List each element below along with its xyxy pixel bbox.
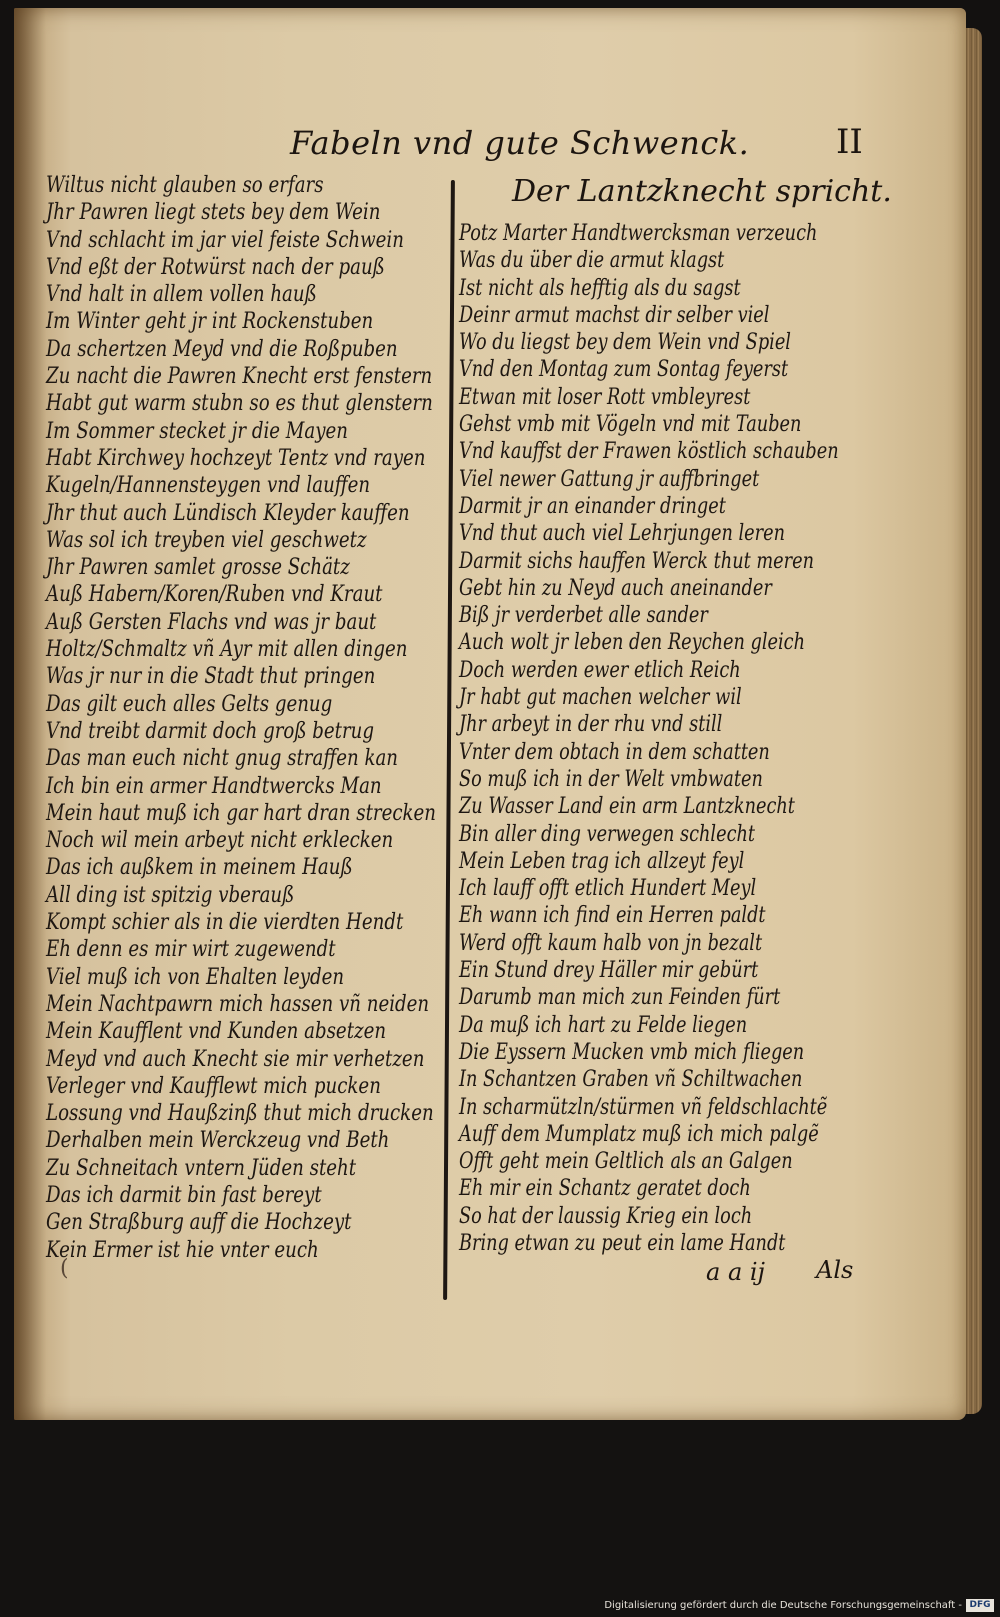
verse-line: Wiltus nicht glauben so erfars xyxy=(46,173,324,198)
stray-mark: ( xyxy=(60,1256,69,1281)
verse-line: Das ich außkem in meinem Hauß xyxy=(46,855,353,881)
verse-line: Darmit jr an einander dringet xyxy=(459,493,726,519)
verse-line: Noch wil mein arbeyt nicht erklecken xyxy=(46,828,394,854)
verse-line: Im Winter geht jr int Rockenstuben xyxy=(46,309,374,335)
verse-line: Vnd eßt der Rotwürst nach der pauß xyxy=(46,254,385,280)
verse-line: Eh wann ich find ein Herren paldt xyxy=(459,903,766,929)
verse-line: Vnd den Montag zum Sontag feyerst xyxy=(459,357,789,383)
verse-line: Darmit sichs hauffen Werck thut meren xyxy=(459,548,814,574)
signature-mark: a a ij xyxy=(706,1258,765,1286)
left-verse-column xyxy=(46,172,518,1264)
verse-line: Da muß ich hart zu Felde liegen xyxy=(459,1012,748,1038)
verse-line: Jhr thut auch Lündisch Kleyder kauffen xyxy=(46,500,410,526)
verse-line: Was sol ich treyben viel geschwetz xyxy=(46,527,367,553)
verse-line: Gehst vmb mit Vögeln vnd mit Tauben xyxy=(459,412,802,438)
verse-line: Vnter dem obtach in dem schatten xyxy=(459,739,770,765)
verse-line: Werd offt kaum halb von jn bezalt xyxy=(459,930,763,956)
verse-line: So hat der laussig Krieg ein loch xyxy=(459,1203,753,1229)
verse-line: Das ich darmit bin fast bereyt xyxy=(46,1182,322,1208)
verse-line: Jhr Pawren liegt stets bey dem Wein xyxy=(46,200,381,226)
page-gutter-shadow xyxy=(14,8,46,1420)
verse-line: Das man euch nicht gnug straffen kan xyxy=(46,746,399,772)
verse-line: All ding ist spitzig vberauß xyxy=(46,882,295,908)
verse-line: Vnd schlacht im jar viel feiste Schwein xyxy=(46,227,404,253)
verse-line: Biß jr verderbet alle sander xyxy=(459,603,708,629)
verse-line: Lossung vnd Haußzinß thut mich drucken xyxy=(46,1101,434,1127)
verse-line: Mein Kaufflent vnd Kunden absetzen xyxy=(46,1019,387,1045)
verse-line: Jhr arbeyt in der rhu vnd still xyxy=(459,712,723,738)
folio-number: II xyxy=(836,122,863,162)
verse-line: In Schantzen Graben vñ Schiltwachen xyxy=(459,1067,803,1093)
verse-line: Gebt hin zu Neyd auch aneinander xyxy=(459,575,772,601)
verse-line: Auß Habern/Koren/Ruben vnd Kraut xyxy=(46,582,383,608)
verse-line: Ich bin ein armer Handtwercks Man xyxy=(46,773,382,799)
verse-line: Auß Gersten Flachs vnd was jr baut xyxy=(46,609,377,635)
verse-line: Was du über die armut klagst xyxy=(459,248,725,274)
verse-line: So muß ich in der Welt vmbwaten xyxy=(459,766,763,792)
verse-line: Zu Schneitach vntern Jüden steht xyxy=(46,1155,357,1181)
verse-line: Zu nacht die Pawren Knecht erst fenstern xyxy=(46,364,433,390)
digitization-note: Digitalisierung gefördert durch die Deutsche Forschungsgemeinschaft - xyxy=(604,1600,962,1611)
verse-line: Jr habt gut machen welcher wil xyxy=(459,685,742,711)
verse-line: Derhalben mein Werckzeug vnd Beth xyxy=(46,1128,390,1154)
verse-line: Das gilt euch alles Gelts genug xyxy=(46,691,333,717)
verse-line: Gen Straßburg auff die Hochzeyt xyxy=(46,1210,352,1236)
verse-line: Eh denn es mir wirt zugewendt xyxy=(46,937,336,963)
verse-line: Verleger vnd Kaufflewt mich pucken xyxy=(46,1073,381,1099)
verse-line: Viel muß ich von Ehalten leyden xyxy=(46,964,345,990)
verse-line: Wo du liegst bey dem Wein vnd Spiel xyxy=(459,330,791,356)
right-verse-column xyxy=(459,220,931,1257)
verse-line: Die Eyssern Mucken vmb mich fliegen xyxy=(459,1039,805,1065)
verse-line: Da schertzen Meyd vnd die Roßpuben xyxy=(46,336,398,362)
verse-line: Jhr Pawren samlet grosse Schätz xyxy=(46,555,350,581)
dfg-logo: DFG xyxy=(966,1599,994,1612)
verse-line: Kugeln/Hannensteygen vnd lauffen xyxy=(46,473,371,499)
verse-line: Offt geht mein Geltlich als an Galgen xyxy=(459,1149,793,1175)
verse-line: Im Sommer stecket jr die Mayen xyxy=(46,418,349,444)
verse-line: Ich lauff offt etlich Hundert Meyl xyxy=(459,876,757,902)
catchword: Als xyxy=(816,1256,854,1284)
verse-line: Bring etwan zu peut ein lame Handt xyxy=(459,1230,786,1256)
verse-line: Eh mir ein Schantz geratet doch xyxy=(459,1176,751,1202)
verse-line: Habt gut warm stubn so es thut glenstern xyxy=(46,391,433,417)
verse-line: Deinr armut machst dir selber viel xyxy=(459,302,770,328)
verse-line: Vnd halt in allem vollen hauß xyxy=(46,282,317,308)
verse-line: Auch wolt jr leben den Reychen gleich xyxy=(459,630,805,656)
verse-line: Mein Nachtpawrn mich hassen vñ neiden xyxy=(46,991,430,1017)
verse-line: Mein Leben trag ich allzeyt feyl xyxy=(459,848,745,874)
verse-line: Zu Wasser Land ein arm Lantzknecht xyxy=(459,794,795,820)
verse-line: Kein Ermer ist hie vnter euch xyxy=(46,1237,319,1263)
verse-line: Potz Marter Handtwercksman verzeuch xyxy=(459,221,818,246)
verse-line: Ein Stund drey Häller mir gebürt xyxy=(459,958,759,984)
scan-background xyxy=(0,1420,1000,1617)
verse-line: Holtz/Schmaltz vñ Ayr mit allen dingen xyxy=(46,637,408,663)
verse-line: Doch werden ewer etlich Reich xyxy=(459,657,741,683)
verse-line: Meyd vnd auch Knecht sie mir verhetzen xyxy=(46,1046,425,1072)
verse-line: Ist nicht als hefftig als du sagst xyxy=(459,275,741,301)
verse-line: Mein haut muß ich gar hart dran strecken xyxy=(46,800,437,826)
verse-line: Kompt schier als in die vierdten Hendt xyxy=(46,910,404,936)
verse-line: Etwan mit loser Rott vmbleyrest xyxy=(459,384,751,410)
verse-line: Vnd thut auch viel Lehrjungen leren xyxy=(459,521,786,547)
verse-line: Auff dem Mumplatz muß ich mich palgẽ xyxy=(459,1121,819,1147)
verse-line: Habt Kirchwey hochzeyt Tentz vnd rayen xyxy=(46,445,426,471)
verse-line: In scharmützln/stürmen vñ feldschlachtẽ xyxy=(459,1094,828,1120)
verse-line: Darumb man mich zun Feinden fürt xyxy=(459,985,781,1011)
verse-line: Bin aller ding verwegen schlecht xyxy=(459,821,756,847)
running-head: Fabeln vnd gute Schwenck. xyxy=(290,124,750,162)
verse-line: Was jr nur in die Stadt thut pringen xyxy=(46,664,376,690)
verse-line: Vnd treibt darmit doch groß betrug xyxy=(46,718,375,744)
verse-line: Vnd kauffst der Frawen köstlich schauben xyxy=(459,439,839,465)
section-heading: Der Lantzknecht spricht. xyxy=(512,174,892,209)
verse-line: Viel newer Gattung jr auffbringet xyxy=(459,466,760,492)
